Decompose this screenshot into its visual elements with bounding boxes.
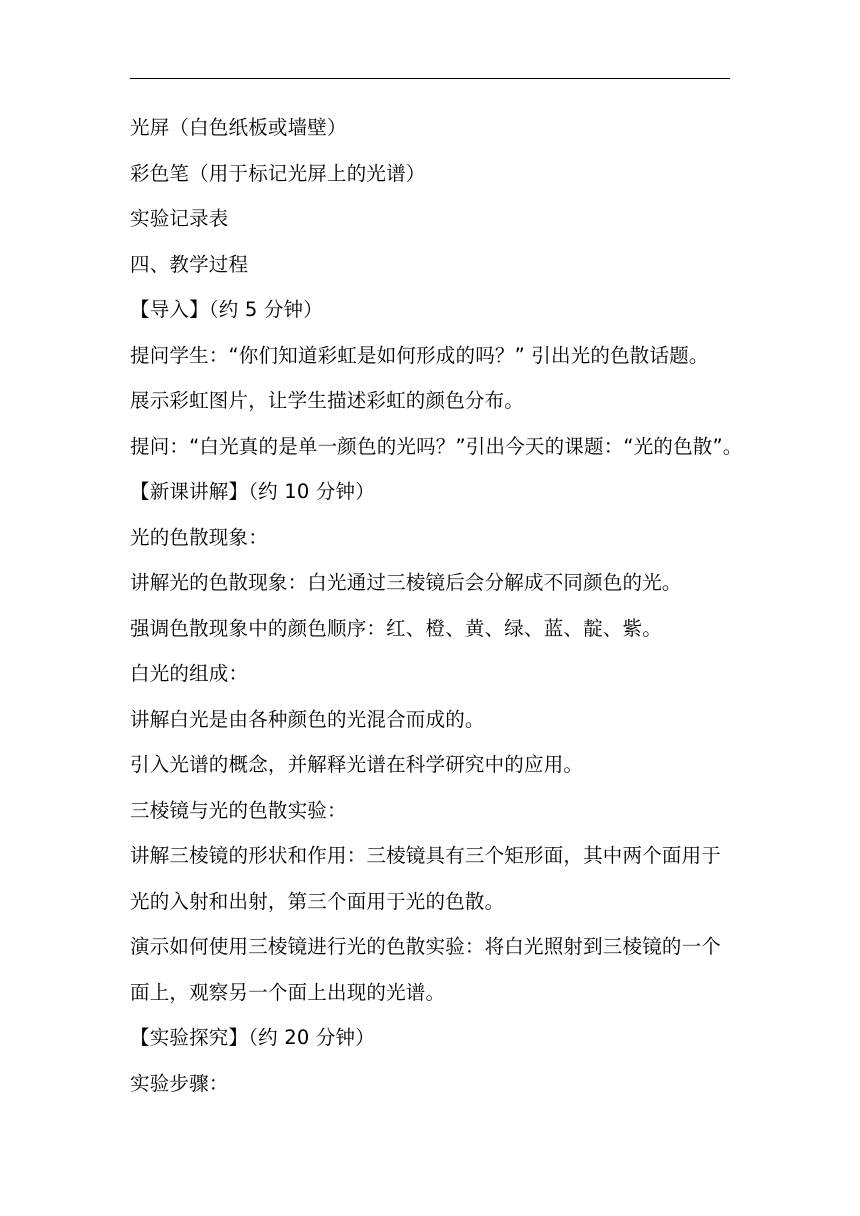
text-line: 提问：“白光真的是单一颜色的光吗？”引出今天的课题：“光的色散”。 [130,434,743,458]
subsection-heading: 【新课讲解】（约 10 分钟） [130,480,375,503]
subsection-heading: 【导入】（约 5 分钟） [130,298,323,321]
text-line: 讲解三棱镜的形状和作用：三棱镜具有三个矩形面，其中两个面用于 [130,844,722,867]
document-body [130,112,743,1113]
text-line: 实验记录表 [130,207,229,230]
text-line: 讲解白光是由各种颜色的光混合而成的。 [130,707,485,731]
text-line: 面上，观察另一个面上出现的光谱。 [130,980,446,1004]
text-line: 光的入射和出射，第三个面用于光的色散。 [130,889,505,913]
text-line: 展示彩虹图片，让学生描述彩虹的颜色分布。 [130,389,525,412]
text-line: 讲解光的色散现象：白光通过三棱镜后会分解成不同颜色的光。 [130,571,682,594]
text-line: 白光的组成： [130,662,249,685]
text-line: 彩色笔（用于标记光屏上的光谱） [130,161,426,185]
text-line: 光屏（白色纸板或墙壁） [130,116,347,139]
subsection-heading: 【实验探究】（约 20 分钟） [130,1026,375,1049]
text-line: 三棱镜与光的色散实验： [130,798,347,822]
text-line: 引入光谱的概念，并解释光谱在科学研究中的应用。 [130,753,584,776]
text-line: 实验步骤： [130,1071,229,1095]
section-heading: 四、教学过程 [130,252,249,276]
text-line: 光的色散现象： [130,525,268,549]
text-line: 演示如何使用三棱镜进行光的色散实验：将白光照射到三棱镜的一个 [130,935,722,958]
header-divider [130,78,730,79]
text-line: 提问学生：“你们知道彩虹是如何形成的吗？” 引出光的色散话题。 [130,343,709,367]
text-line: 强调色散现象中的颜色顺序：红、橙、黄、绿、蓝、靛、紫。 [130,616,662,640]
